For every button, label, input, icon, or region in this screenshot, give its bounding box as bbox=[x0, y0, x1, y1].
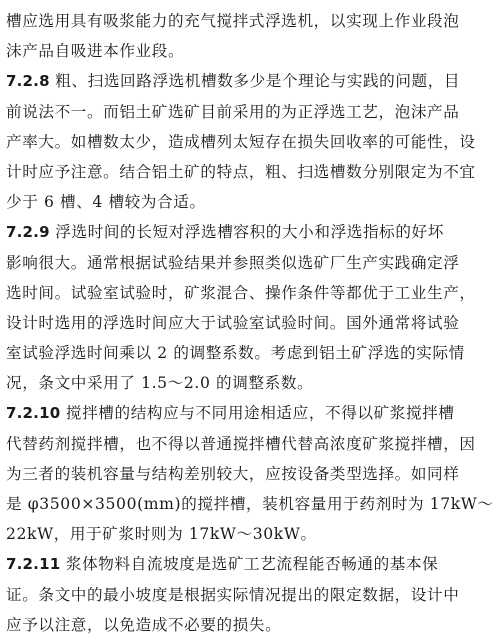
line-text: 22kW，用于矿浆时则为 17kW～30kW。 bbox=[6, 525, 317, 544]
text-line bbox=[6, 519, 494, 549]
line-text: 前说法不一。而铝土矿选矿目前采用的为正浮选工艺，泡沫产品 bbox=[6, 102, 460, 121]
text-line bbox=[6, 338, 494, 368]
line-text: 计时应予注意。结合铝土矿的特点，粗、扫选槽数分别限定为不宜 bbox=[6, 162, 476, 181]
text-line bbox=[6, 187, 494, 217]
line-text: 室试验浮选时间乘以 2 的调整系数。考虑到铝土矿浮选的实际情 bbox=[6, 344, 465, 363]
section-number: 7.2.9 bbox=[6, 223, 50, 242]
line-text: 搅拌槽的结构应与不同用途相适应，不得以矿浆搅拌槽 bbox=[60, 404, 455, 423]
text-line bbox=[6, 248, 494, 278]
line-text: 沫产品自吸进本作业段。 bbox=[6, 42, 185, 61]
text-line bbox=[6, 6, 494, 36]
text-line bbox=[6, 217, 494, 247]
line-text: 少于 6 槽、4 槽较为合适。 bbox=[6, 193, 206, 212]
text-line bbox=[6, 97, 494, 127]
text-line bbox=[6, 489, 494, 519]
text-line bbox=[6, 308, 494, 338]
section-number: 7.2.8 bbox=[6, 72, 50, 91]
line-text: 粗、扫选回路浮选机槽数多少是个理论与实践的问题，目 bbox=[49, 72, 461, 91]
document-page bbox=[6, 6, 494, 640]
line-text: 浮选时间的长短对浮选槽容积的大小和浮选指标的好坏 bbox=[49, 223, 444, 242]
text-line bbox=[6, 36, 494, 66]
text-line bbox=[6, 157, 494, 187]
section-number: 7.2.10 bbox=[6, 404, 61, 423]
line-text: 为三者的装机容量与结构差别较大，应按设备类型选择。如同样 bbox=[6, 464, 460, 483]
text-line bbox=[6, 398, 494, 428]
line-text: 是 φ3500×3500(mm)的搅拌槽，装机容量用于药剂时为 17kW～ bbox=[6, 495, 494, 513]
line-text: 设计时选用的浮选时间应大于试验室试验时间。国外通常将试验 bbox=[6, 313, 460, 332]
text-line bbox=[6, 580, 494, 610]
section-number: 7.2.11 bbox=[6, 555, 61, 574]
line-text: 证。条文中的最小坡度是根据实际情况提出的限定数据，设计中 bbox=[6, 585, 460, 604]
line-text: 选时间。试验室试验时，矿浆混合、操作条件等都优于工业生产， bbox=[6, 283, 476, 302]
text-line bbox=[6, 429, 494, 459]
line-text: 代替药剂搅拌槽，也不得以普通搅拌槽代替高浓度矿浆搅拌槽，因 bbox=[6, 434, 476, 453]
text-line bbox=[6, 549, 494, 579]
line-text: 浆体物料自流坡度是选矿工艺流程能否畅通的基本保 bbox=[60, 555, 439, 574]
text-line bbox=[6, 610, 494, 640]
text-line bbox=[6, 127, 494, 157]
line-text: 应予以注意，以免造成不必要的损失。 bbox=[6, 615, 282, 634]
line-text: 槽应选用具有吸浆能力的充气搅拌式浮选机，以实现上作业段泡 bbox=[6, 12, 460, 30]
text-line bbox=[6, 368, 494, 398]
text-line bbox=[6, 459, 494, 489]
line-text: 况，条文中采用了 1.5～2.0 的调整系数。 bbox=[6, 374, 314, 393]
line-text: 影响很大。通常根据试验结果并参照类似选矿厂生产实践确定浮 bbox=[6, 253, 460, 272]
line-text: 产率大。如槽数太少，造成槽列太短存在损失回收率的可能性，设 bbox=[6, 132, 476, 151]
text-line bbox=[6, 66, 494, 96]
text-line bbox=[6, 278, 494, 308]
